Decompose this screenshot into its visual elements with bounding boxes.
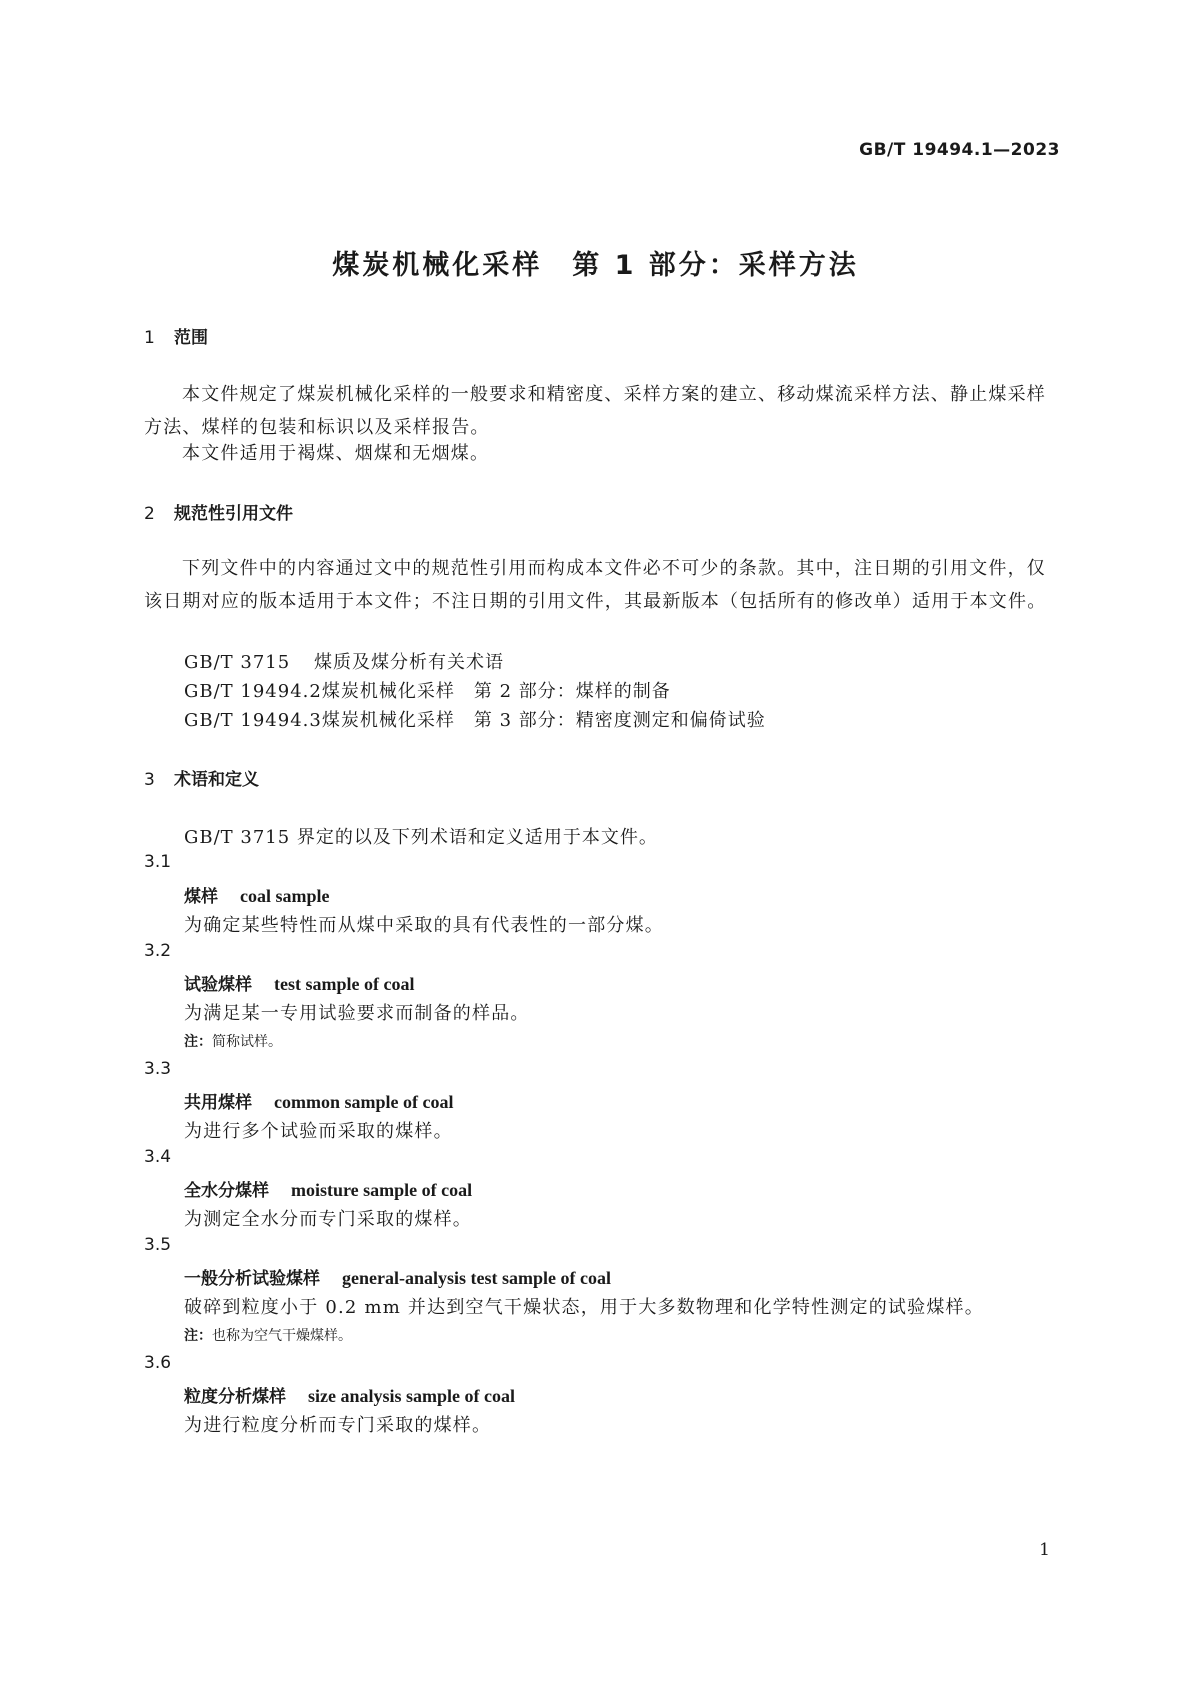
- note-label: 注：: [184, 1328, 212, 1344]
- section-3-intro: GB/T 3715 界定的以及下列术语和定义适用于本文件。: [184, 827, 658, 848]
- section-1-paragraph-1: 本文件规定了煤炭机械化采样的一般要求和精密度、采样方案的建立、移动煤流采样方法、静止煤采样方法、煤样的包装和标识以及采样报告。: [144, 384, 1046, 438]
- term-number: 3.3: [144, 1059, 172, 1079]
- term-zh: 煤样: [184, 887, 218, 907]
- term-note: [184, 1031, 282, 1051]
- term-definition: 为测定全水分而专门采取的煤样。: [184, 1209, 472, 1230]
- term-heading: [184, 970, 414, 995]
- term-number: 3.5: [144, 1235, 172, 1255]
- reference-title: 煤炭机械化采样 第 2 部分：煤样的制备: [321, 681, 671, 702]
- section-number: 1: [144, 328, 155, 348]
- section-1-paragraph-2: 本文件适用于褐煤、烟煤和无烟煤。: [182, 443, 490, 464]
- section-2-heading: [144, 499, 293, 524]
- note-text: 也称为空气干燥煤样。: [212, 1328, 352, 1344]
- note-label: 注：: [184, 1034, 212, 1050]
- term-zh: 粒度分析煤样: [184, 1387, 286, 1407]
- term-zh: 共用煤样: [184, 1093, 252, 1113]
- term-heading: [184, 1382, 515, 1407]
- term-en: coal sample: [240, 886, 330, 906]
- term-zh: 一般分析试验煤样: [184, 1269, 320, 1289]
- term-definition: 为满足某一专用试验要求而制备的样品。: [184, 1003, 530, 1024]
- section-title: 规范性引用文件: [174, 504, 293, 524]
- term-definition: 为进行粒度分析而专门采取的煤样。: [184, 1415, 492, 1436]
- term-en: common sample of coal: [274, 1092, 454, 1112]
- term-number: 3.1: [144, 852, 172, 872]
- term-definition: 为确定某些特性而从煤中采取的具有代表性的一部分煤。: [184, 915, 664, 936]
- reference-code: GB/T 3715: [184, 652, 291, 673]
- reference-title: 煤质及煤分析有关术语: [314, 652, 504, 673]
- reference-title: 煤炭机械化采样 第 3 部分：精密度测定和偏倚试验: [321, 710, 766, 731]
- term-heading: [184, 882, 330, 907]
- reference-item: [184, 677, 671, 703]
- section-2-paragraph-1: 下列文件中的内容通过文中的规范性引用而构成本文件必不可少的条款。其中，注日期的引用文件，仅该日期对应的版本适用于本文件；不注日期的引用文件，其最新版本（包括所有的修改单）适用于本文件。: [144, 558, 1047, 612]
- page-number: 1: [1039, 1540, 1050, 1560]
- term-heading: [184, 1264, 611, 1289]
- term-number: 3.6: [144, 1353, 172, 1373]
- note-text: 简称试样。: [212, 1034, 282, 1050]
- document-number: GB/T 19494.1—2023: [859, 140, 1060, 160]
- section-number: 2: [144, 504, 155, 524]
- term-en: size analysis sample of coal: [308, 1386, 515, 1406]
- section-title: 范围: [174, 328, 208, 348]
- section-3-heading: [144, 765, 259, 790]
- term-number: 3.2: [144, 941, 172, 961]
- reference-code: GB/T 19494.2: [184, 681, 322, 702]
- term-definition: 破碎到粒度小于 0.2 mm 并达到空气干燥状态，用于大多数物理和化学特性测定的试验煤样。: [184, 1297, 984, 1318]
- section-title: 术语和定义: [174, 770, 259, 790]
- term-number: 3.4: [144, 1147, 172, 1167]
- reference-code: GB/T 19494.3: [184, 710, 322, 731]
- reference-item: [184, 648, 504, 674]
- term-note: [184, 1325, 352, 1345]
- term-en: general-analysis test sample of coal: [342, 1268, 611, 1288]
- term-zh: 全水分煤样: [184, 1181, 269, 1201]
- term-en: moisture sample of coal: [291, 1180, 473, 1200]
- term-definition: 为进行多个试验而采取的煤样。: [184, 1121, 453, 1142]
- term-heading: [184, 1088, 453, 1113]
- section-number: 3: [144, 770, 155, 790]
- term-heading: [184, 1176, 472, 1201]
- reference-item: [184, 706, 766, 732]
- term-en: test sample of coal: [274, 974, 415, 994]
- document-title: 煤炭机械化采样 第 1 部分：采样方法: [332, 250, 859, 281]
- term-zh: 试验煤样: [184, 975, 252, 995]
- section-1-heading: [144, 323, 208, 348]
